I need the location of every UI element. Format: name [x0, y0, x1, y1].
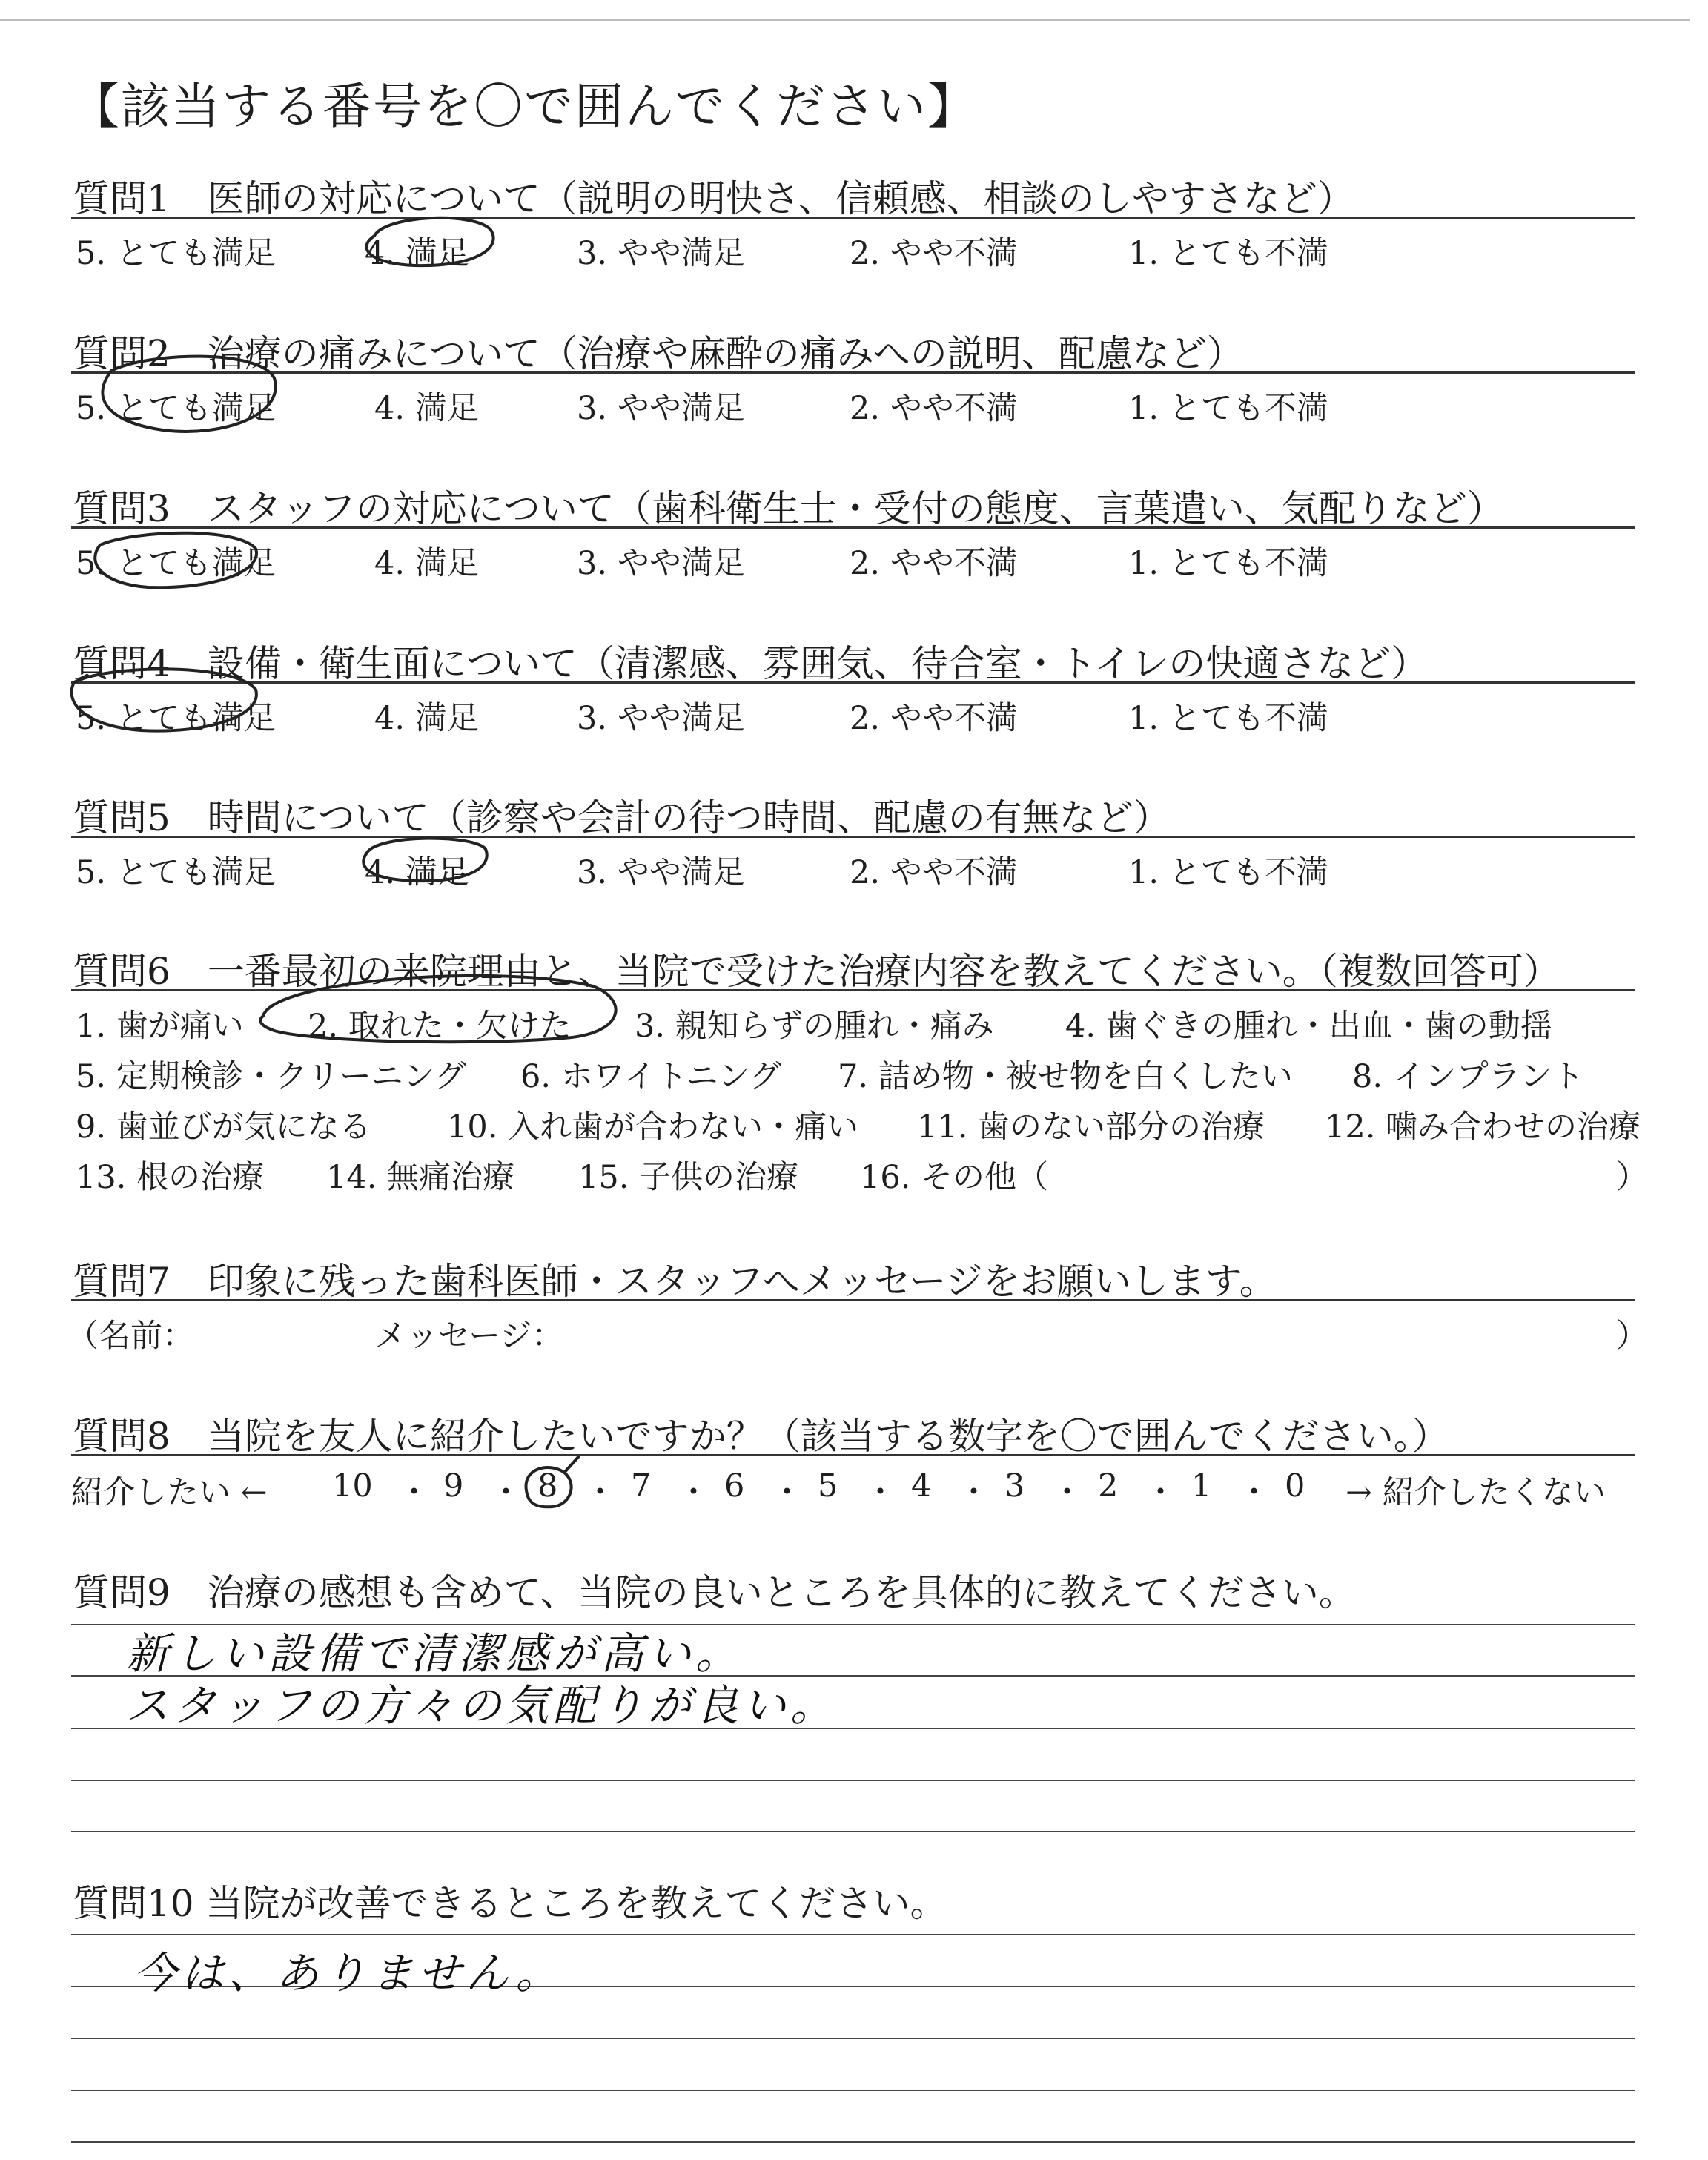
form-title: 【該当する番号を〇で囲んでください】 [70, 78, 978, 135]
q8-score-6[interactable]: 6 [724, 1467, 745, 1505]
q6-option-13[interactable]: 13. 根の治療 [76, 1159, 265, 1196]
q6-option-2[interactable]: 2. 取れた・欠けた [308, 1008, 572, 1045]
q6-option-12[interactable]: 12. 噛み合わせの治療 [1325, 1109, 1641, 1146]
q8-separator: ・ [958, 1474, 990, 1511]
q8-score-0[interactable]: 0 [1285, 1467, 1305, 1505]
q8-separator: ・ [490, 1474, 522, 1511]
q4-option-3[interactable]: 3. やや満足 [577, 700, 745, 737]
q6-option-8[interactable]: 8. インプラント [1352, 1058, 1584, 1095]
q6-option-6[interactable]: 6. ホワイトニング [520, 1058, 781, 1095]
q3-option-4[interactable]: 4. 満足 [374, 545, 479, 582]
q6-option-7[interactable]: 7. 詰め物・被せ物を白くしたい [838, 1058, 1293, 1095]
q5-option-3[interactable]: 3. やや満足 [577, 854, 745, 891]
q2-option-5[interactable]: 5. とても満足 [76, 390, 276, 427]
q1-option-5[interactable]: 5. とても満足 [76, 235, 276, 272]
q8-score-3[interactable]: 3 [1004, 1467, 1025, 1505]
q5-option-4[interactable]: 4. 満足 [365, 854, 469, 891]
q10-title: 質問10 当院が改善できるところを教えてください。 [73, 1882, 947, 1925]
q8-separator: ・ [1145, 1474, 1176, 1511]
q8-separator: ・ [864, 1474, 896, 1511]
q8-separator: ・ [1051, 1474, 1083, 1511]
q6-option-11[interactable]: 11. 歯のない部分の治療 [917, 1109, 1265, 1146]
q9-handwritten-answer-1[interactable]: 新しい設備で清潔感が高い。 [126, 1628, 744, 1679]
q7-name-label: （名前： [67, 1318, 194, 1355]
q8-score-9[interactable]: 9 [443, 1467, 464, 1505]
q6-option-9[interactable]: 9. 歯並びが気になる [76, 1109, 371, 1146]
q10-writing-line [71, 1934, 1635, 1935]
q6-other-close-paren: ） [1616, 1159, 1648, 1196]
q8-score-2[interactable]: 2 [1098, 1467, 1119, 1505]
q5-title: 質問5 時間について（診察や会計の待つ時間、配慮の有無など） [73, 796, 1171, 839]
q8-separator: ・ [584, 1474, 616, 1511]
q3-option-1[interactable]: 1. とても不満 [1128, 545, 1328, 582]
q8-title: 質問8 当院を友人に紹介したいですか？（該当する数字を〇で囲んでください。） [73, 1415, 1449, 1458]
q4-option-1[interactable]: 1. とても不満 [1128, 700, 1328, 737]
q8-separator: ・ [398, 1474, 430, 1511]
q1-title: 質問1 医師の対応について（説明の明快さ、信頼感、相談のしやすさなど） [73, 177, 1354, 220]
q5-rule [71, 836, 1635, 838]
q2-option-3[interactable]: 3. やや満足 [577, 390, 745, 427]
q1-option-1[interactable]: 1. とても不満 [1128, 235, 1328, 272]
q2-title: 質問2 治療の痛みについて（治療や麻酔の痛みへの説明、配慮など） [73, 332, 1244, 375]
q8-score-8[interactable]: 8 [537, 1467, 558, 1505]
q7-title: 質問7 印象に残った歯科医師・スタッフへメッセージをお願いします。 [73, 1260, 1277, 1303]
q3-option-5[interactable]: 5. とても満足 [76, 545, 276, 582]
q8-separator: ・ [771, 1474, 803, 1511]
q5-option-1[interactable]: 1. とても不満 [1128, 854, 1328, 891]
q10-writing-line [71, 2141, 1635, 2143]
q8-score-10[interactable]: 10 [332, 1467, 373, 1505]
q7-rule [71, 1299, 1635, 1301]
q6-rule [71, 989, 1635, 991]
q2-option-2[interactable]: 2. やや不満 [850, 390, 1018, 427]
q9-writing-line [71, 1780, 1635, 1781]
q5-option-5[interactable]: 5. とても満足 [76, 854, 276, 891]
q6-option-3[interactable]: 3. 親知らずの腫れ・痛み [635, 1008, 994, 1045]
q8-rule [71, 1454, 1635, 1456]
q6-option-1[interactable]: 1. 歯が痛い [76, 1008, 244, 1045]
q8-score-7[interactable]: 7 [631, 1467, 652, 1505]
q6-option-16[interactable]: 16. その他（ [860, 1159, 1049, 1196]
q10-writing-line [71, 2090, 1635, 2091]
q7-message-label: メッセージ： [374, 1318, 564, 1355]
q6-option-15[interactable]: 15. 子供の治療 [578, 1159, 799, 1196]
q4-option-4[interactable]: 4. 満足 [374, 700, 479, 737]
q6-option-5[interactable]: 5. 定期検診・クリーニング [76, 1058, 466, 1095]
q1-rule [71, 217, 1635, 219]
q8-score-4[interactable]: 4 [911, 1467, 932, 1505]
q2-option-4[interactable]: 4. 満足 [374, 390, 479, 427]
q1-option-2[interactable]: 2. やや不満 [850, 235, 1018, 272]
q3-option-3[interactable]: 3. やや満足 [577, 545, 745, 582]
q4-rule [71, 681, 1635, 684]
q8-score-1[interactable]: 1 [1191, 1467, 1212, 1505]
q7-close-paren: ） [1616, 1318, 1648, 1355]
q9-writing-line [71, 1831, 1635, 1832]
q5-option-2[interactable]: 2. やや不満 [850, 854, 1018, 891]
q6-option-4[interactable]: 4. 歯ぐきの腫れ・出血・歯の動揺 [1065, 1008, 1552, 1045]
q3-rule [71, 526, 1635, 529]
q1-option-4[interactable]: 4. 満足 [365, 235, 469, 272]
q8-separator: ・ [678, 1474, 709, 1511]
q6-title: 質問6 一番最初の来院理由と、当院で受けた治療内容を教えてください。（複数回答可） [73, 950, 1560, 993]
q10-handwritten-answer[interactable]: 今は、ありません。 [133, 1948, 563, 1998]
q3-option-2[interactable]: 2. やや不満 [850, 545, 1018, 582]
q9-title: 質問9 治療の感想も含めて、当院の良いところを具体的に教えてください。 [73, 1571, 1356, 1614]
q8-separator: ・ [1238, 1474, 1270, 1511]
q8-right-label: → 紹介したくない [1345, 1474, 1606, 1511]
page-top-border [0, 19, 1690, 21]
q1-option-3[interactable]: 3. やや満足 [577, 235, 745, 272]
q8-left-label: 紹介したい ← [71, 1474, 268, 1511]
q10-writing-line [71, 2038, 1635, 2039]
q2-option-1[interactable]: 1. とても不満 [1128, 390, 1328, 427]
q3-title: 質問3 スタッフの対応について（歯科衛生士・受付の態度、言葉遣い、気配りなど） [73, 487, 1504, 530]
q4-option-5[interactable]: 5. とても満足 [76, 700, 276, 737]
q2-rule [71, 371, 1635, 374]
q4-title: 質問4 設備・衛生面について（清潔感、雰囲気、待合室・トイレの快適さなど） [73, 642, 1429, 685]
q6-option-14[interactable]: 14. 無痛治療 [326, 1159, 515, 1196]
q8-score-5[interactable]: 5 [818, 1467, 838, 1505]
q6-option-10[interactable]: 10. 入れ歯が合わない・痛い [447, 1109, 859, 1146]
q9-handwritten-answer-2[interactable]: スタッフの方々の気配りが良い。 [126, 1680, 838, 1731]
q4-option-2[interactable]: 2. やや不満 [850, 700, 1018, 737]
